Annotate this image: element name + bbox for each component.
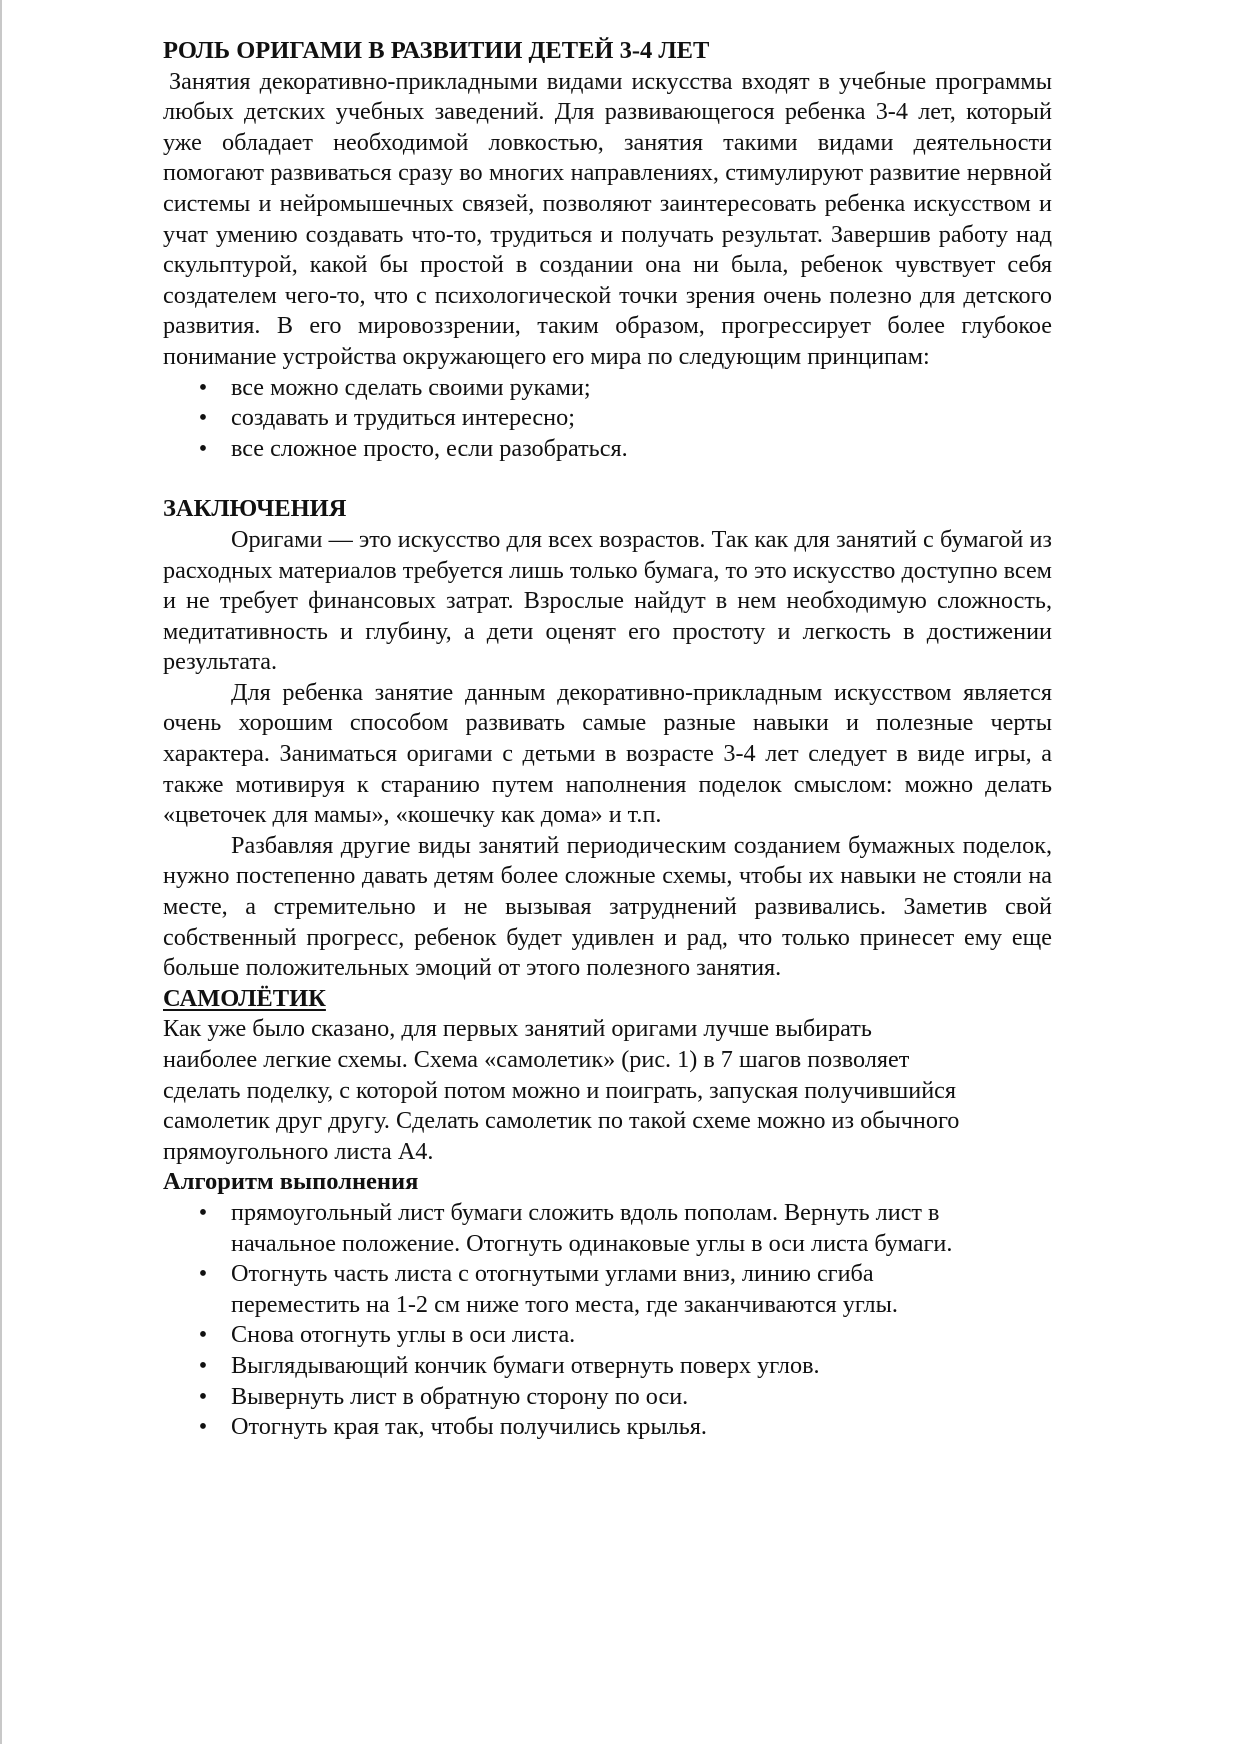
bullet-icon: • xyxy=(198,373,208,401)
algorithm-subtitle: Алгоритм выполнения xyxy=(163,1168,419,1196)
list-item xyxy=(163,1198,1052,1259)
list-item xyxy=(163,373,1052,404)
step-line: Снова отогнуть углы в оси листа. xyxy=(231,1321,576,1349)
list-item xyxy=(163,1382,1052,1413)
bullet-icon: • xyxy=(198,1351,208,1379)
list-item xyxy=(163,1320,1052,1351)
intro-line: Как уже было сказано, для первых занятий оригами лучше выбирать xyxy=(163,1015,872,1043)
intro-line: самолетик друг другу. Сделать самолетик по такой схеме можно из обычного xyxy=(163,1107,960,1135)
bullet-icon: • xyxy=(198,1413,208,1441)
step-line: прямоугольный лист бумаги сложить вдоль пополам. Вернуть лист в xyxy=(231,1198,940,1226)
intro-line: прямоугольного листа А4. xyxy=(163,1137,434,1165)
section1-paragraph: Занятия декоративно-прикладными видами искусства входят в учебные программы любых детских учебных заведений. Для развивающегося ребенка 3-4 лет, который уже обладает необходимой ловкостью, занятия такими видами деятельности помогают развиваться сразу во многих направлениях, стимулируют развитие нервной системы и нейромышечных связей, позволяют заинтересовать ребенка искусством и учат умению создавать что-то, трудиться и получать результат. Завершив работу над скульптурой, какой бы простой в создании она ни была, ребенок чувствует себя создателем чего-то, что с психологической точки зрения очень полезно для детского развития. В его мировоззрении, таким образом, прогрессирует более глубокое понимание устройства окружающего его мира по следующим принципам: xyxy=(163,67,1052,370)
algorithm-steps-list xyxy=(163,1198,1052,1443)
list-item xyxy=(163,403,1052,434)
list-item-text: создавать и трудиться интересно; xyxy=(231,404,575,432)
section-title-airplane: САМОЛЁТИК xyxy=(163,984,326,1012)
airplane-intro xyxy=(163,1014,1052,1167)
list-item-text: все сложное просто, если разобраться. xyxy=(231,434,628,462)
section-spacer xyxy=(163,464,1052,494)
bullet-icon: • xyxy=(198,404,208,432)
conclusions-paragraph-2: Для ребенка занятие данным декоративно-прикладным искусством является очень хорошим способом развивать самые разные навыки и полезные черты характера. Заниматься оригами с детьми в возрасте 3-4 лет следует в виде игры, а также мотивируя к старанию путем наполнения поделок смыслом: можно делать «цветочек для мамы», «кошечку как дома» и т.п. xyxy=(163,678,1052,829)
intro-line: наиболее легкие схемы. Схема «самолетик» (рис. 1) в 7 шагов позволяет xyxy=(163,1046,910,1073)
bullet-icon: • xyxy=(198,1198,208,1226)
conclusions-paragraph-3: Разбавляя другие виды занятий периодическим созданием бумажных поделок, нужно постепенно давать детям более сложные схемы, чтобы их навыки не стояли на месте, а стремительно и не вызывая затруднений развивались. Заметив свой собственный прогресс, ребенок будет удивлен и рад, что только принесет ему еще больше положительных эмоций от этого полезного занятия. xyxy=(163,831,1052,982)
list-item xyxy=(163,1412,1052,1443)
list-item xyxy=(163,434,1052,465)
section-title-conclusions: ЗАКЛЮЧЕНИЯ xyxy=(163,495,347,523)
section-title-origami-role: РОЛЬ ОРИГАМИ В РАЗВИТИИ ДЕТЕЙ 3-4 ЛЕТ xyxy=(163,37,710,64)
principles-list xyxy=(163,373,1052,465)
list-item xyxy=(163,1259,1052,1320)
list-item-text: все можно сделать своими руками; xyxy=(231,373,591,401)
step-line: Выглядывающий кончик бумаги отвернуть поверх углов. xyxy=(231,1351,820,1379)
step-line: переместить на 1-2 см ниже того места, где заканчиваются углы. xyxy=(231,1290,898,1318)
step-line: Вывернуть лист в обратную сторону по оси. xyxy=(231,1382,689,1410)
bullet-icon: • xyxy=(198,434,208,462)
bullet-icon: • xyxy=(198,1260,208,1288)
step-line: начальное положение. Отогнуть одинаковые углы в оси листа бумаги. xyxy=(231,1229,953,1257)
bullet-icon: • xyxy=(198,1382,208,1410)
document-page xyxy=(163,36,1052,1443)
step-line: Отогнуть края так, чтобы получились крылья. xyxy=(231,1413,707,1441)
bullet-icon: • xyxy=(198,1321,208,1349)
intro-line: сделать поделку, с которой потом можно и поиграть, запуская получившийся xyxy=(163,1076,956,1104)
list-item xyxy=(163,1351,1052,1382)
conclusions-paragraph-1: Оригами — это искусство для всех возрастов. Так как для занятий с бумагой из расходных материалов требуется лишь только бумага, то это искусство доступно всем и не требует финансовых затрат. Взрослые найдут в нем необходимую сложность, медитативность и глубину, а дети оценят его простоту и легкость в достижении результата. xyxy=(163,525,1052,676)
step-line: Отогнуть часть листа с отогнутыми углами вниз, линию сгиба xyxy=(231,1260,874,1288)
page-left-border xyxy=(0,0,2,1744)
